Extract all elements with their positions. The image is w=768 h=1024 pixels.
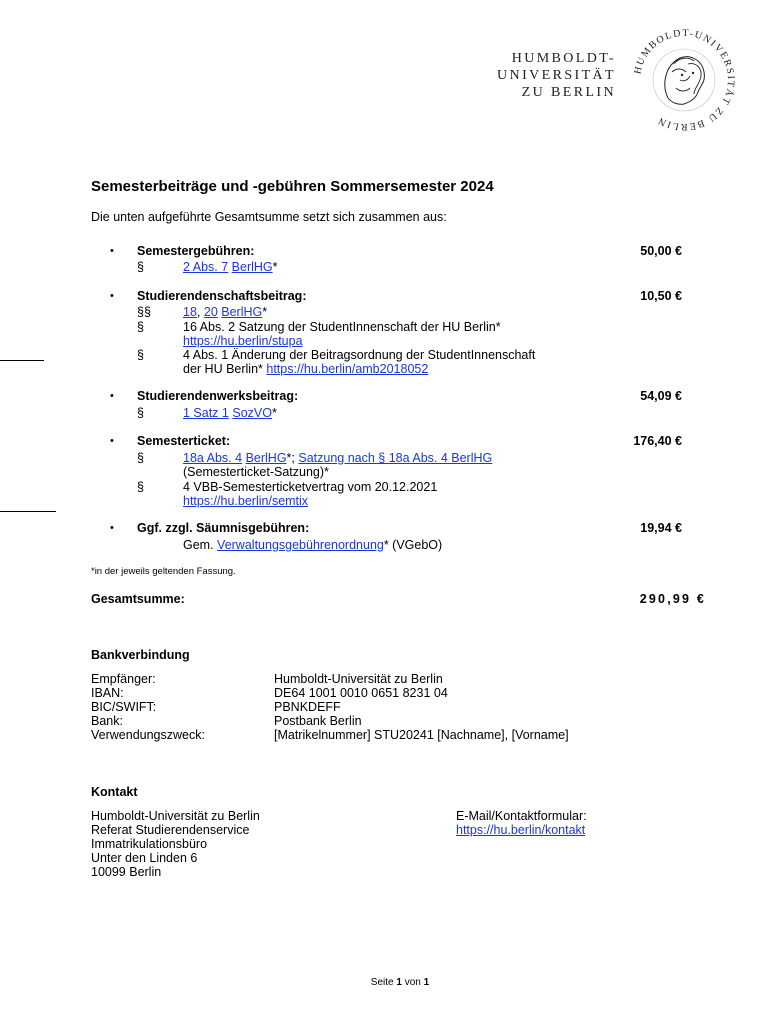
legal-reference-text: 4 VBB-Semesterticketvertrag vom 20.12.2021 xyxy=(183,480,438,494)
wordmark-line-1: HUMBOLDT- xyxy=(511,51,616,66)
paragraph-symbol: § xyxy=(137,451,144,465)
fee-label: Semestergebühren: xyxy=(137,244,255,258)
link-berlhg[interactable]: BerlHG xyxy=(231,260,273,274)
asterisk: * xyxy=(271,406,277,420)
footer-page-label: Seite xyxy=(370,977,394,988)
address-line: Unter den Linden 6 xyxy=(91,851,198,865)
fee-label: Semesterticket: xyxy=(137,434,231,448)
legal-reference xyxy=(183,538,442,552)
address-line: Humboldt-Universität zu Berlin xyxy=(91,809,260,823)
legal-reference xyxy=(183,305,267,319)
link-2-abs-7[interactable]: 2 Abs. 7 xyxy=(183,260,229,274)
footer-current-page: 1 xyxy=(396,977,402,988)
link-semesterticket-satzung[interactable]: Satzung nach § 18a Abs. 4 BerlHG xyxy=(298,451,493,465)
total-amount: 290,99 € xyxy=(639,592,706,606)
bullet: • xyxy=(110,522,114,534)
link-stupa[interactable]: https://hu.berlin/stupa xyxy=(183,334,303,348)
legal-reference-text: 16 Abs. 2 Satzung der StudentInnenschaft der HU Berlin* xyxy=(183,320,501,334)
wordmark-line-3: ZU BERLIN xyxy=(521,85,616,100)
legal-reference-text: (Semesterticket-Satzung)* xyxy=(183,465,329,479)
university-wordmark xyxy=(470,50,616,101)
bank-label: Bank: xyxy=(91,714,123,728)
bank-value: DE64 1001 0010 0651 8231 04 xyxy=(274,686,448,700)
bank-row xyxy=(91,686,691,700)
bullet: • xyxy=(110,290,114,302)
asterisk: * xyxy=(262,305,268,319)
fee-amount: 176,40 € xyxy=(633,434,682,448)
link-amb2018052[interactable]: https://hu.berlin/amb2018052 xyxy=(266,362,429,376)
bullet: • xyxy=(110,390,114,402)
asterisk: * xyxy=(272,260,278,274)
page-title: Semesterbeiträge und -gebühren Sommersemester 2024 xyxy=(91,178,494,195)
fee-item-semesterticket xyxy=(0,434,768,509)
bank-label: Verwendungszweck: xyxy=(91,728,205,742)
fee-label: Studierendenschaftsbeitrag: xyxy=(137,289,307,303)
paragraph-symbol: § xyxy=(137,480,144,494)
fee-amount: 54,09 € xyxy=(640,389,682,403)
bank-value: [Matrikelnummer] STU20241 [Nachname], [Vorname] xyxy=(274,728,569,742)
link-berlhg[interactable]: BerlHG xyxy=(245,451,287,465)
link-sozvo[interactable]: SozVO xyxy=(232,406,272,420)
bullet: • xyxy=(110,435,114,447)
legal-reference xyxy=(183,406,277,420)
bank-row xyxy=(91,728,691,742)
svg-text:HUMBOLDT-UNIVERSITÄT ZU BERLIN xyxy=(632,28,736,132)
bank-heading: Bankverbindung xyxy=(91,648,190,662)
legal-reference xyxy=(183,451,492,465)
fee-amount: 10,50 € xyxy=(640,289,682,303)
bullet: • xyxy=(110,245,114,257)
link-1-satz-1[interactable]: 1 Satz 1 xyxy=(183,406,229,420)
university-seal-icon xyxy=(628,28,740,132)
contact-email xyxy=(456,809,587,837)
address-line: Immatrikulationsbüro xyxy=(91,837,208,851)
fee-item-saeumnis xyxy=(0,521,768,551)
bank-value: PBNKDEFF xyxy=(274,700,341,714)
fee-item-semestergebuehren xyxy=(0,244,768,274)
link-verwaltungsgebuehrenordnung[interactable]: Verwaltungsgebührenordnung xyxy=(217,538,384,552)
legal-reference-text: 4 Abs. 1 Änderung der Beitragsordnung der StudentInnenschaft xyxy=(183,348,536,362)
separator: *; xyxy=(286,451,295,465)
paragraph-symbol: § xyxy=(137,260,144,274)
paragraph-symbol: § xyxy=(137,348,144,362)
fee-item-studierendenschaft xyxy=(0,289,768,379)
contact-address xyxy=(91,809,260,879)
intro-text: Die unten aufgeführte Gesamtsumme setzt sich zusammen aus: xyxy=(91,210,447,224)
bank-value: Postbank Berlin xyxy=(274,714,362,728)
reference-suffix: * (VGebO) xyxy=(383,538,443,552)
bank-row xyxy=(91,672,691,686)
margin-mark-bottom xyxy=(0,511,56,512)
paragraph-symbol: § xyxy=(137,320,144,334)
bank-row xyxy=(91,714,691,728)
footer-of: von xyxy=(404,977,421,988)
legal-reference-text-continued xyxy=(183,362,428,376)
fee-item-studierendenwerk xyxy=(0,389,768,419)
reference-text: der HU Berlin* xyxy=(183,362,263,376)
address-line: 10099 Berlin xyxy=(91,865,162,879)
link-semtix[interactable]: https://hu.berlin/semtix xyxy=(183,494,309,508)
email-label: E-Mail/Kontaktformular: xyxy=(456,809,587,823)
footer-total-pages: 1 xyxy=(423,977,430,988)
wordmark-line-2: UNIVERSITÄT xyxy=(497,68,616,83)
link-18a-abs-4[interactable]: 18a Abs. 4 xyxy=(183,451,243,465)
fee-label: Ggf. zzgl. Säumnisgebühren: xyxy=(137,521,310,535)
fee-label: Studierendenwerksbeitrag: xyxy=(137,389,299,403)
bank-label: Empfänger: xyxy=(91,672,156,686)
link-20[interactable]: 20 xyxy=(203,305,218,319)
address-line: Referat Studierendenservice xyxy=(91,823,250,837)
seal-text: HUMBOLDT-UNIVERSITÄT ZU BERLIN xyxy=(632,28,737,132)
link-berlhg[interactable]: BerlHG xyxy=(221,305,263,319)
legal-reference xyxy=(183,260,278,274)
bank-details xyxy=(91,672,691,742)
page-footer xyxy=(0,977,768,989)
paragraph-symbol: § xyxy=(137,406,144,420)
contact-heading: Kontakt xyxy=(91,785,138,799)
total-label: Gesamtsumme: xyxy=(91,592,185,606)
bank-label: BIC/SWIFT: xyxy=(91,700,157,714)
bank-row xyxy=(91,700,691,714)
footnote: *in der jeweils geltenden Fassung. xyxy=(91,566,236,577)
fee-amount: 50,00 € xyxy=(640,244,682,258)
fee-amount: 19,94 € xyxy=(640,521,682,535)
bank-label: IBAN: xyxy=(91,686,124,700)
link-18[interactable]: 18 xyxy=(183,305,197,319)
bank-value: Humboldt-Universität zu Berlin xyxy=(274,672,443,686)
link-kontakt[interactable]: https://hu.berlin/kontakt xyxy=(456,823,586,837)
reference-prefix: Gem. xyxy=(183,538,214,552)
paragraph-symbol: §§ xyxy=(137,305,151,319)
separator: , xyxy=(196,305,201,319)
